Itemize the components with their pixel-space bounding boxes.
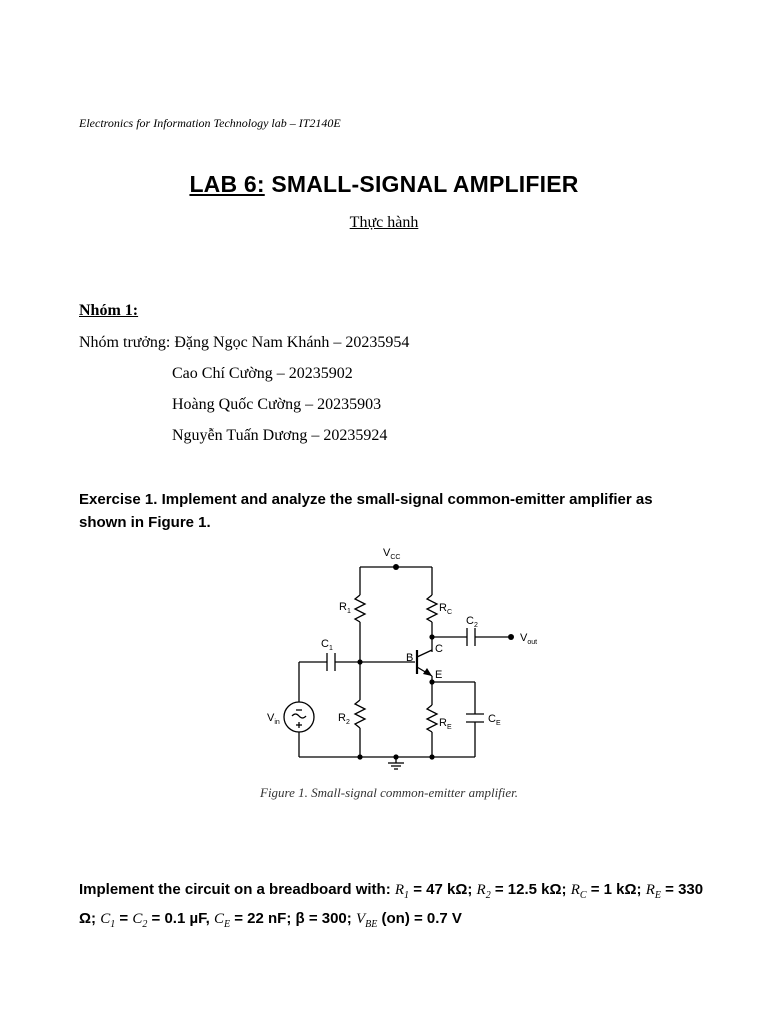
label-re: $R_E$ [439,717,452,731]
figure-caption: Figure 1. Small-signal common-emitter amplifier. [260,785,519,800]
group-label: Nhóm 1: [79,302,139,319]
group-leader [79,334,409,352]
symbol-c2: $C_2$ [132,911,148,930]
label-collector: C [435,643,443,655]
symbol-r1: $R_1$ [394,882,410,901]
amplifier-circuit-diagram [255,540,555,775]
symbol-re: $R_E$ [645,882,661,901]
label-vin: $V_{in}$ [267,712,280,726]
symbol-vbe: $V_{BE}$ [355,911,378,930]
circuit-parameters: Implement the circuit on a breadboard with: $R_1 = 47$ kΩ; $R_2 = 12.5$ kΩ; $R_C = 1$ kΩ; $R_E = 330$ Ω; $C_1 = C_2 = 0.1$ µF, $C_E = 22$ nF; β = 300; $V_{BE}$ (on) = 0.7 V [79,881,704,930]
symbol-c1: $C_1$ [100,911,116,930]
lab-number: LAB 6: [189,171,265,197]
label-c2: $C_2$ [466,615,478,629]
course-header: Electronics for Information Technology lab – IT2140E [79,116,341,130]
label-vout: $V_{out}$ [520,632,538,646]
label-vcc: $V_{CC}$ [383,547,401,561]
label-c1: $C_1$ [321,638,333,652]
group-member: Nguyễn Tuấn Dương – 20235924 [172,427,388,444]
label-emitter: E [435,669,443,681]
label-rc: $R_C$ [439,602,453,616]
label-r1: $R_1$ [339,601,351,615]
label-r2: $R_2$ [338,712,350,726]
group-member: Cao Chí Cường – 20235902 [172,365,353,382]
group-member: Hoàng Quốc Cường – 20235903 [172,396,382,413]
symbol-ce: $C_E$ [213,911,231,930]
leader-name: Đặng Ngọc Nam Khánh – 20235954 [174,334,410,351]
symbol-rc: $R_C$ [570,882,587,901]
exercise-heading: Exercise 1. Implement and analyze the small-signal common-emitter amplifier as shown in Figure 1. [79,491,653,531]
lab-topic: SMALL-SIGNAL AMPLIFIER [264,171,579,197]
symbol-r2: $R_2$ [476,882,491,901]
leader-prefix: Nhóm trưởng: [79,334,175,351]
page-title [0,171,768,198]
page-subtitle: Thực hành [349,214,419,231]
label-base: B [406,652,414,664]
label-ce: $C_E$ [488,713,501,727]
